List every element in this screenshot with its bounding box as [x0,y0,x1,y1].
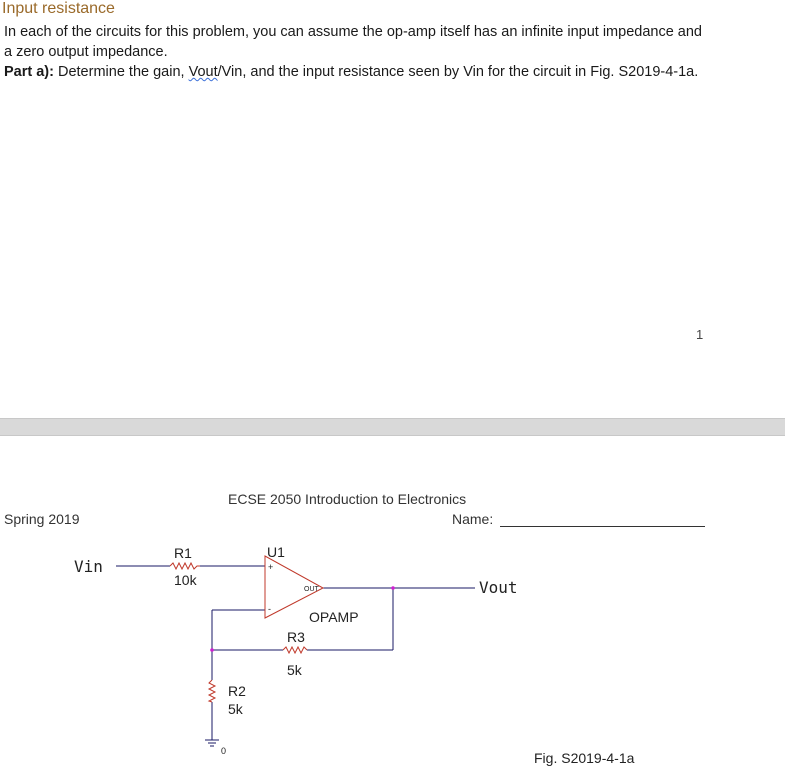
opamp-out-pin: OUT [304,586,319,593]
r1-resistor-icon [170,563,200,569]
part-a-text-after: /Vin, and the input resistance seen by Vin for the circuit in Fig. S2019-4-1a. [217,64,699,80]
r1-value: 10k [174,572,197,588]
vout-spellcheck-word: Vout [188,64,218,80]
header-term: Spring 2019 [4,511,80,527]
intro-paragraph: In each of the circuits for this problem, you can assume the op-amp itself has an infinite input impedance and a zero output impedance. [4,24,702,60]
r3-name: R3 [287,629,305,645]
part-a-text-before: Determine the gain, [53,64,189,80]
opamp-plus-pin: + [268,562,274,572]
page-number: 1 [696,327,704,342]
r2-value: 5k [228,701,243,717]
header-course-title: ECSE 2050 Introduction to Electronics [228,491,467,507]
vin-label: Vin [74,557,103,576]
output-node-dot [391,586,395,590]
part-a-label: Part a): [4,64,54,80]
r1-name: R1 [174,545,192,561]
figure-caption: Fig. S2019-4-1a [534,750,635,766]
r2-resistor-icon [209,680,215,702]
feedback-node-dot [210,648,214,652]
vout-label: Vout [479,578,518,597]
ground-label: 0 [221,746,227,756]
r3-resistor-icon [283,647,307,653]
page-heading: Input resistance [2,0,115,17]
r3-value: 5k [287,662,302,678]
r2-name: R2 [228,683,246,699]
header-name-label: Name: [452,511,494,527]
u1-name: U1 [267,544,285,560]
opamp-minus-pin: - [268,604,271,614]
ground-icon [205,740,219,746]
opamp-label: OPAMP [309,609,359,625]
